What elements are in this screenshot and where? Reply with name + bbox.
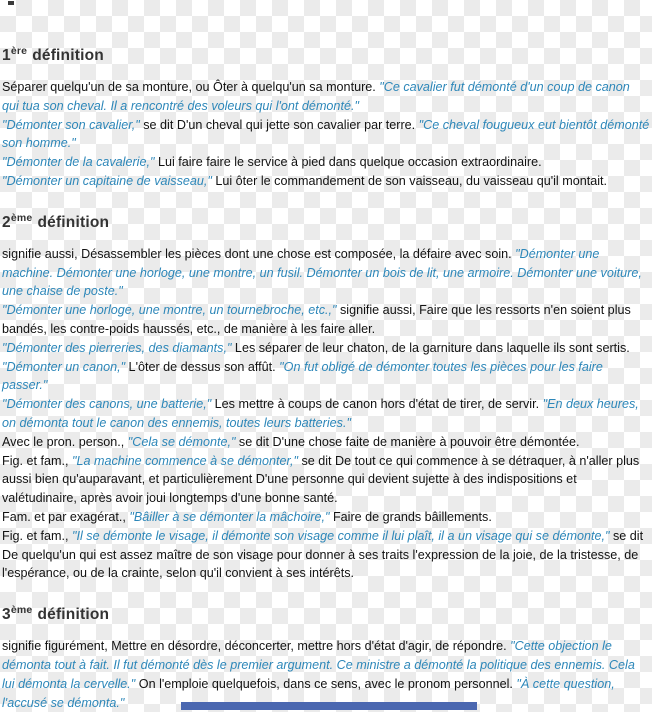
definition-paragraph (2, 301, 650, 339)
definition-ordinal-suffix: ère (10, 44, 28, 57)
definition-label: définition (32, 47, 104, 64)
example-quote: "Démonter un canon," (2, 359, 126, 374)
example-quote: "On fut obligé de démonter toutes les pièces pour les faire passer." (2, 359, 603, 393)
definition-paragraph (2, 637, 650, 712)
definition-paragraph (2, 245, 650, 301)
definition-label: définition (37, 606, 110, 624)
definition-ordinal-suffix: ème (10, 211, 33, 224)
definition-text: signifie figurément, Mettre en désordre, déconcerter, mettre hors d'état d'agir, de répondre. (2, 639, 511, 654)
definition-ordinal-suffix: ème (10, 603, 33, 616)
definition-paragraph (2, 116, 650, 154)
definition-text: Séparer quelqu'un de sa monture, ou Ôter à quelqu'un sa monture. (2, 80, 380, 94)
definition-heading (2, 46, 650, 65)
definition-text: Fig. et fam., (2, 528, 72, 543)
definition-section-2 (2, 213, 650, 583)
example-quote: "La machine commence à se démonter," (72, 453, 298, 468)
definition-text: signifie aussi, Désassembler les pièces dont une chose est composée, la défaire avec soin. (2, 246, 516, 261)
definition-heading (2, 605, 650, 624)
definition-paragraph (2, 508, 650, 527)
example-quote: "Cela se démonte," (127, 434, 236, 449)
example-quote: "Bâiller à se démonter la mâchoire," (129, 509, 330, 524)
example-quote: "Ce cavalier fut démonté d'un coup de canon qui tua son cheval. Il a rencontré des voleurs qui l'ont démonté." (2, 80, 630, 113)
definition-text: Lui ôter le commandement de son vaisseau, du vaisseau qu'il montait. (211, 173, 608, 188)
definition-text: Fig. et fam., (2, 453, 72, 468)
example-quote: "Démonter une machine. Démonter une horloge, une montre, un fusil. Démonter un bois de lit, une armoire. Démonter une voiture, une chaise de poste." (2, 246, 642, 299)
definition-section-1 (2, 46, 650, 191)
definition-paragraph (2, 339, 650, 358)
definition-paragraph (2, 172, 650, 191)
definition-paragraph (2, 452, 650, 508)
definition-paragraph (2, 358, 650, 396)
definition-number: 2 (2, 213, 11, 231)
bottom-accent-bar (181, 702, 477, 710)
definition-text: Fam. et par exagérat., (2, 509, 130, 524)
example-quote: "Démonter de la cavalerie," (2, 155, 155, 170)
definition-section-3 (2, 605, 650, 712)
example-quote: "Cette objection le démonta tout à fait. Il fut démonté dès le premier argument. Ce ministre a démonté la politique des ennemis. Cela lui démonta la cervelle." (2, 639, 635, 691)
definition-paragraph (2, 433, 650, 452)
definition-label: définition (37, 213, 110, 231)
definition-paragraph (2, 78, 650, 116)
definition-text: Faire de grands bâillements. (329, 509, 492, 524)
definition-text: Les séparer de leur chaton, de la garniture dans laquelle ils sont sertis. (231, 340, 630, 355)
definition-paragraph (2, 153, 650, 172)
example-quote: "À cette question, l'accusé se démonta." (2, 676, 615, 710)
example-quote: "Démonter son cavalier," (2, 117, 140, 132)
definition-text: se dit De tout ce qui commence à se détraquer, à n'aller plus aussi bien qu'auparavant, et particulièrement D'une personne qui devient sujette à des indispositions et valétudinaire, après avoir joui longtemps d'une bonne santé. (2, 453, 640, 506)
example-quote: "Démonter un capitaine de vaisseau," (2, 173, 212, 188)
definition-paragraph (2, 395, 650, 433)
definition-heading (2, 213, 650, 232)
definition-paragraph (2, 527, 650, 583)
example-quote: "Démonter une horloge, une montre, un tournebroche, etc.," (2, 303, 337, 318)
definition-text: Lui faire faire le service à pied dans quelque occasion extraordinaire. (154, 155, 542, 170)
example-quote: "En deux heures, on démonta tout le canon des ennemis, toutes leurs batteries." (2, 397, 639, 430)
definition-text: Avec le pron. person., (2, 434, 128, 449)
definition-number: 1 (2, 47, 11, 64)
example-quote: "Démonter des canons, une batterie," (2, 397, 212, 412)
definition-text: On l'emploie quelquefois, dans ce sens, avec le pronom personnel. (135, 676, 517, 691)
example-quote: "Démonter des pierreries, des diamants," (2, 340, 232, 355)
definition-text: se dit D'un cheval qui jette son cavalier par terre. (139, 117, 419, 132)
example-quote: "Il se démonte le visage, il démonte son visage comme il lui plaît, il a un visage qui se démonte," (72, 528, 610, 543)
definition-text: L'ôter de dessus son affût. (125, 359, 280, 374)
definition-number: 3 (2, 606, 11, 624)
definition-text: se dit De quelqu'un qui est assez maître de son visage pour donner à ses traits l'expression de la joie, de la tristesse, de l'espérance, ou de la crainte, selon qu'il convient à ses intérêts. (2, 528, 644, 581)
definition-text: se dit D'une chose faite de manière à pouvoir être démontée. (235, 434, 580, 449)
definition-text: Les mettre à coups de canon hors d'état de tirer, de servir. (211, 397, 543, 412)
definition-text: signifie aussi, Faire que les ressorts n'en soient plus bandés, les contre-poids haussés, etc., de manière à les faire aller. (2, 303, 631, 336)
sections-container (2, 46, 650, 712)
example-quote: "Ce cheval fougueux eut bientôt démonté son homme." (2, 117, 650, 151)
